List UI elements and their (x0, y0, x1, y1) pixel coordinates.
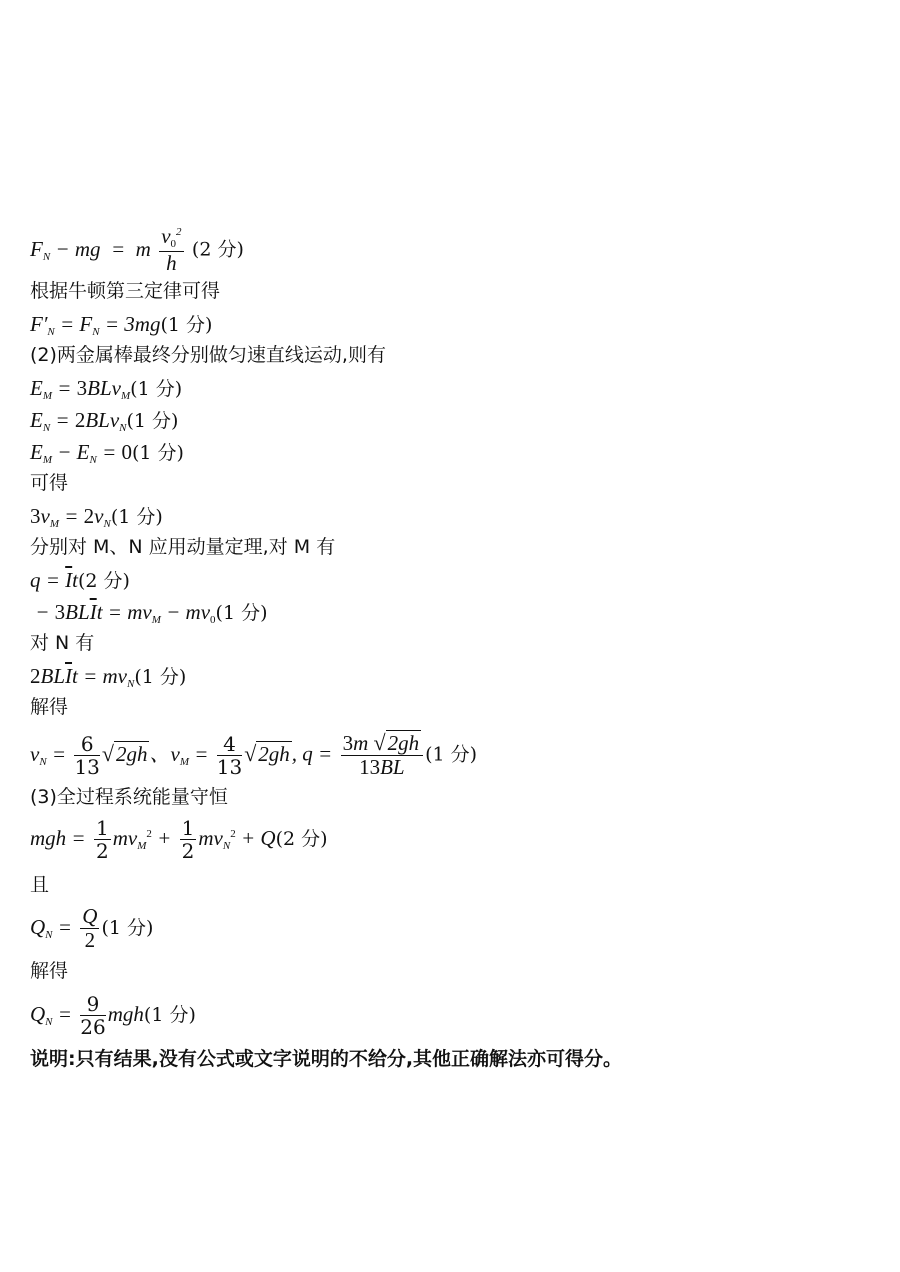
text-line: 可得 (30, 472, 69, 494)
text-line: (2)两金属棒最终分别做匀速直线运动,则有 (30, 344, 386, 366)
text-line: 且 (30, 874, 50, 896)
equation-newton-second-law: $F_N$ − mg = m $\frac{v_0^2}{h}$ (2 分) (30, 224, 244, 275)
equation-charge: $q = \overline{I}t(2$ 分) (30, 568, 130, 592)
equation-emf-m: $E_M = 3BLv_M(1$ 分) (30, 376, 183, 402)
text-line: 根据牛顿第三定律可得 (30, 280, 221, 302)
equation-normal-force: $F'_N = F_N = 3mg(1$ 分) (30, 312, 213, 338)
equation-heat-result: $Q_N$ = $\frac{9}{26}$ mgh(1 分) (30, 992, 196, 1039)
equation-emf-n: $E_N = 2BLv_N(1$ 分) (30, 408, 179, 434)
text-line: (3)全过程系统能量守恒 (30, 786, 228, 808)
points-label: (2 分) (191, 238, 244, 261)
equation-impulse-m: − $3BL\overline{I}t = mv_M - mv_0(1$ 分) (30, 600, 268, 626)
text-line: 解得 (30, 960, 69, 982)
equation-impulse-n: $2BL\overline{I}t = mv_N(1$ 分) (30, 664, 187, 690)
text-line: 解得 (30, 696, 69, 718)
equation-energy-conservation: mgh = $\frac{1}{2}$ $mv_M^2$ + $\frac{1}{2}$ $mv_N^2 + Q(2$ 分) (30, 816, 328, 863)
text-line: 对 N 有 (30, 632, 95, 654)
equation-heat-n: $Q_N$ = $\frac{Q}{2}$ (1 分) (30, 904, 154, 952)
grading-note: 说明:只有结果,没有公式或文字说明的不给分,其他正确解法亦可得分。 (30, 1048, 623, 1070)
text-line: 分别对 M、N 应用动量定理,对 M 有 (30, 536, 336, 558)
equation-results: $v_N$ = $\frac{6}{13}$ √2gh、$v_M$ = $\frac{4}{13}$ √2gh, q = $\frac{3m √2gh}{13BL}$ (1 分) (30, 730, 478, 779)
equation-velocity-ratio: $3v_M = 2v_N(1$ 分) (30, 504, 163, 530)
equation-emf-balance: $E_M - E_N = 0(1$ 分) (30, 440, 184, 466)
